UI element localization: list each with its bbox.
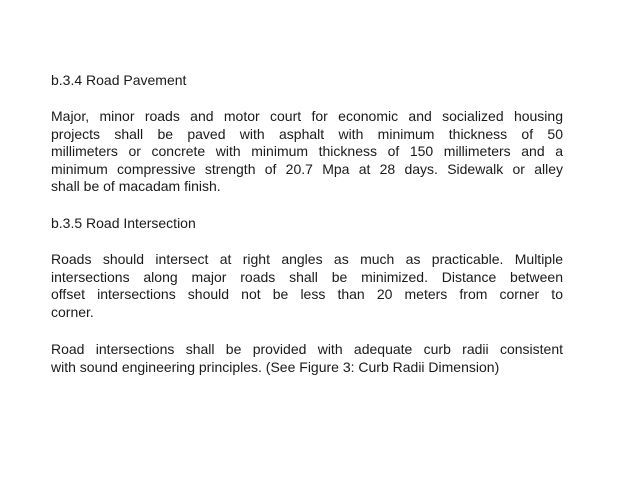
paragraph-road-intersection: [51, 251, 563, 321]
paragraph-line: millimeters or concrete with minimum thickness of 150 millimeters and a: [51, 143, 563, 159]
paragraph-road-pavement: [51, 108, 563, 196]
section-heading-road-pavement: b.3.4 Road Pavement: [51, 72, 187, 88]
paragraph-curb-radii: [51, 341, 563, 376]
paragraph-line: minimum compressive strength of 20.7 Mpa at 28 days. Sidewalk or alley: [51, 160, 563, 177]
paragraph-line: intersections along major roads shall be minimized. Distance between: [51, 268, 563, 285]
paragraph-line: offset intersections should not be less than 20 meters from corner to: [51, 286, 563, 302]
paragraph-line: with sound engineering principles. (See Figure 3: Curb Radii Dimension): [51, 358, 500, 375]
section-heading-road-intersection: b.3.5 Road Intersection: [51, 215, 196, 231]
paragraph-line: Road intersections shall be provided with adequate curb radii consistent: [51, 341, 563, 357]
paragraph-line: shall be of macadam finish.: [51, 178, 221, 194]
paragraph-line: Roads should intersect at right angles as much as practicable. Multiple: [51, 251, 563, 267]
paragraph-line: corner.: [51, 303, 94, 320]
paragraph-line: projects shall be paved with asphalt with minimum thickness of 50: [51, 125, 563, 142]
paragraph-line: Major, minor roads and motor court for economic and socialized housing: [51, 108, 563, 124]
